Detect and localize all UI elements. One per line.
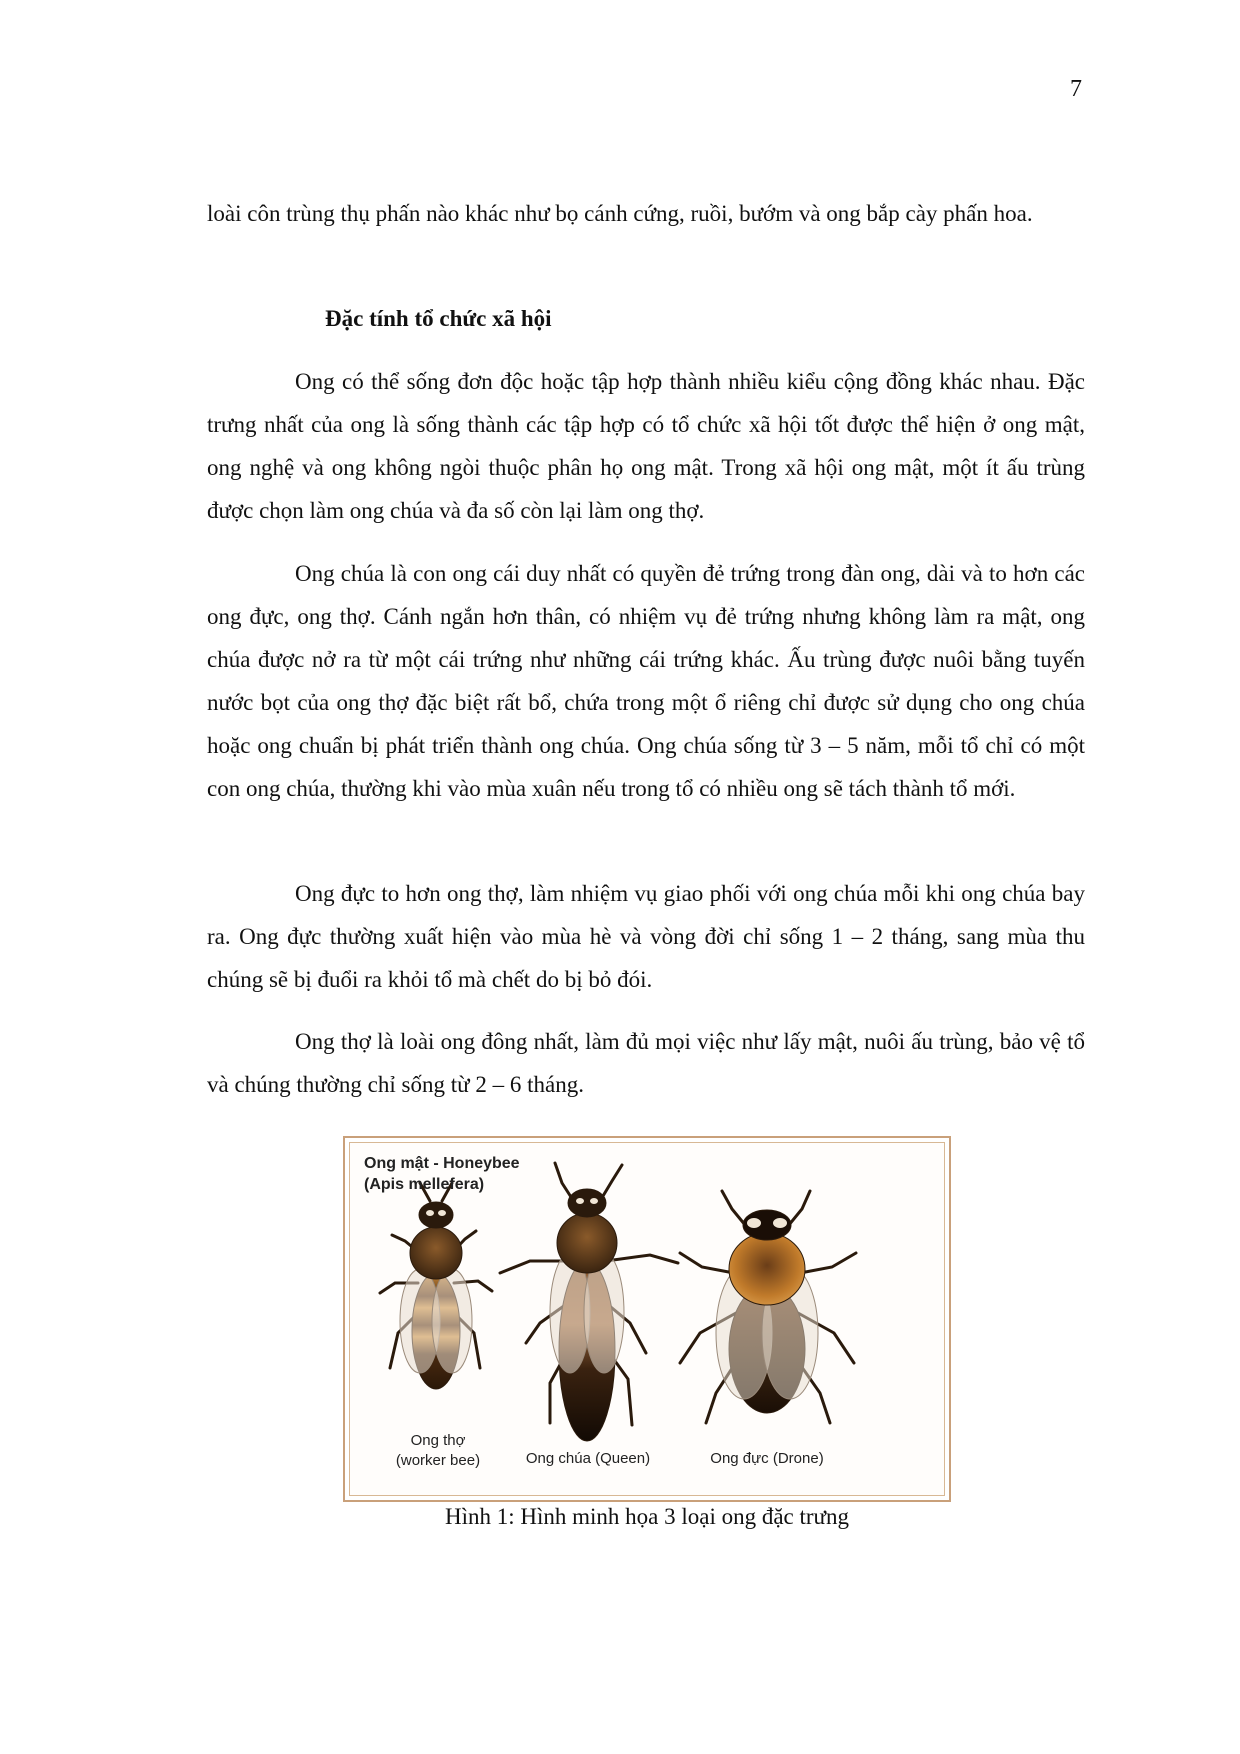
paragraph-worker-bee: Ong thợ là loài ong đông nhất, làm đủ mọi việc như lấy mật, nuôi ấu trùng, bảo vệ tổ và chúng thường chỉ sống từ 2 – 6 tháng. (207, 1029, 1085, 1097)
bee-figure-frame (349, 1142, 945, 1496)
figure-title-line1: Ong mật - Honeybee (364, 1155, 520, 1172)
bee-figure (343, 1136, 951, 1502)
worker-bee-label-line2: (worker bee) (395, 1452, 481, 1469)
section-heading: Đặc tính tổ chức xã hội (325, 306, 552, 331)
drone-bee-drawing (680, 1191, 856, 1423)
figure-title-line2: (Apis mellefera) (364, 1176, 485, 1193)
drone-bee-label: Ong đực (Drone) (710, 1450, 824, 1467)
queen-bee-label: Ong chúa (Queen) (525, 1450, 651, 1467)
paragraph-social-organization: Ong có thể sống đơn độc hoặc tập hợp thành nhiều kiểu cộng đồng khác nhau. Đặc trưng nhất của ong là sống thành các tập hợp có tổ chức xã hội tốt được thể hiện ở ong mật, ong nghệ và ong không ngòi thuộc phân họ ong mật. Trong xã hội ong mật, một ít ấu trùng được chọn làm ong chúa và đa số còn lại làm ong thợ. (207, 369, 1085, 523)
queen-bee-drawing (500, 1163, 678, 1441)
paragraph-queen-bee: Ong chúa là con ong cái duy nhất có quyền đẻ trứng trong đàn ong, dài và to hơn các ong đực, ong thợ. Cánh ngắn hơn thân, có nhiệm vụ đẻ trứng nhưng không làm ra mật, ong chúa được nở ra từ một cái trứng như những cái trứng khác. Ấu trùng được nuôi bằng tuyến nước bọt của ong thợ đặc biệt rất bổ, chứa trong một ổ riêng chỉ được sử dụng cho ong chúa hoặc ong chuẩn bị phát triển thành ong chúa. Ong chúa sống từ 3 – 5 năm, mỗi tổ chỉ có một con ong chúa, thường khi vào mùa xuân nếu trong tổ có nhiều ong sẽ tách thành tổ mới. (207, 561, 1085, 801)
paragraph-continuation: loài côn trùng thụ phấn nào khác như bọ cánh cứng, ruồi, bướm và ong bắp cày phấn hoa. (207, 201, 1033, 226)
worker-bee-label (378, 1431, 498, 1471)
figure-title (364, 1153, 520, 1195)
worker-bee-label-line1: Ong thợ (410, 1432, 466, 1449)
page-number: 7 (1070, 76, 1082, 102)
paragraph-drone-bee: Ong đực to hơn ong thợ, làm nhiệm vụ giao phối với ong chúa mỗi khi ong chúa bay ra. Ong đực thường xuất hiện vào mùa hè và vòng đời chỉ sống 1 – 2 tháng, sang mùa thu chúng sẽ bị đuổi ra khỏi tổ mà chết do bị bỏ đói. (207, 881, 1085, 992)
worker-bee-drawing (380, 1183, 492, 1389)
figure-caption: Hình 1: Hình minh họa 3 loại ong đặc trưng (444, 1504, 850, 1529)
